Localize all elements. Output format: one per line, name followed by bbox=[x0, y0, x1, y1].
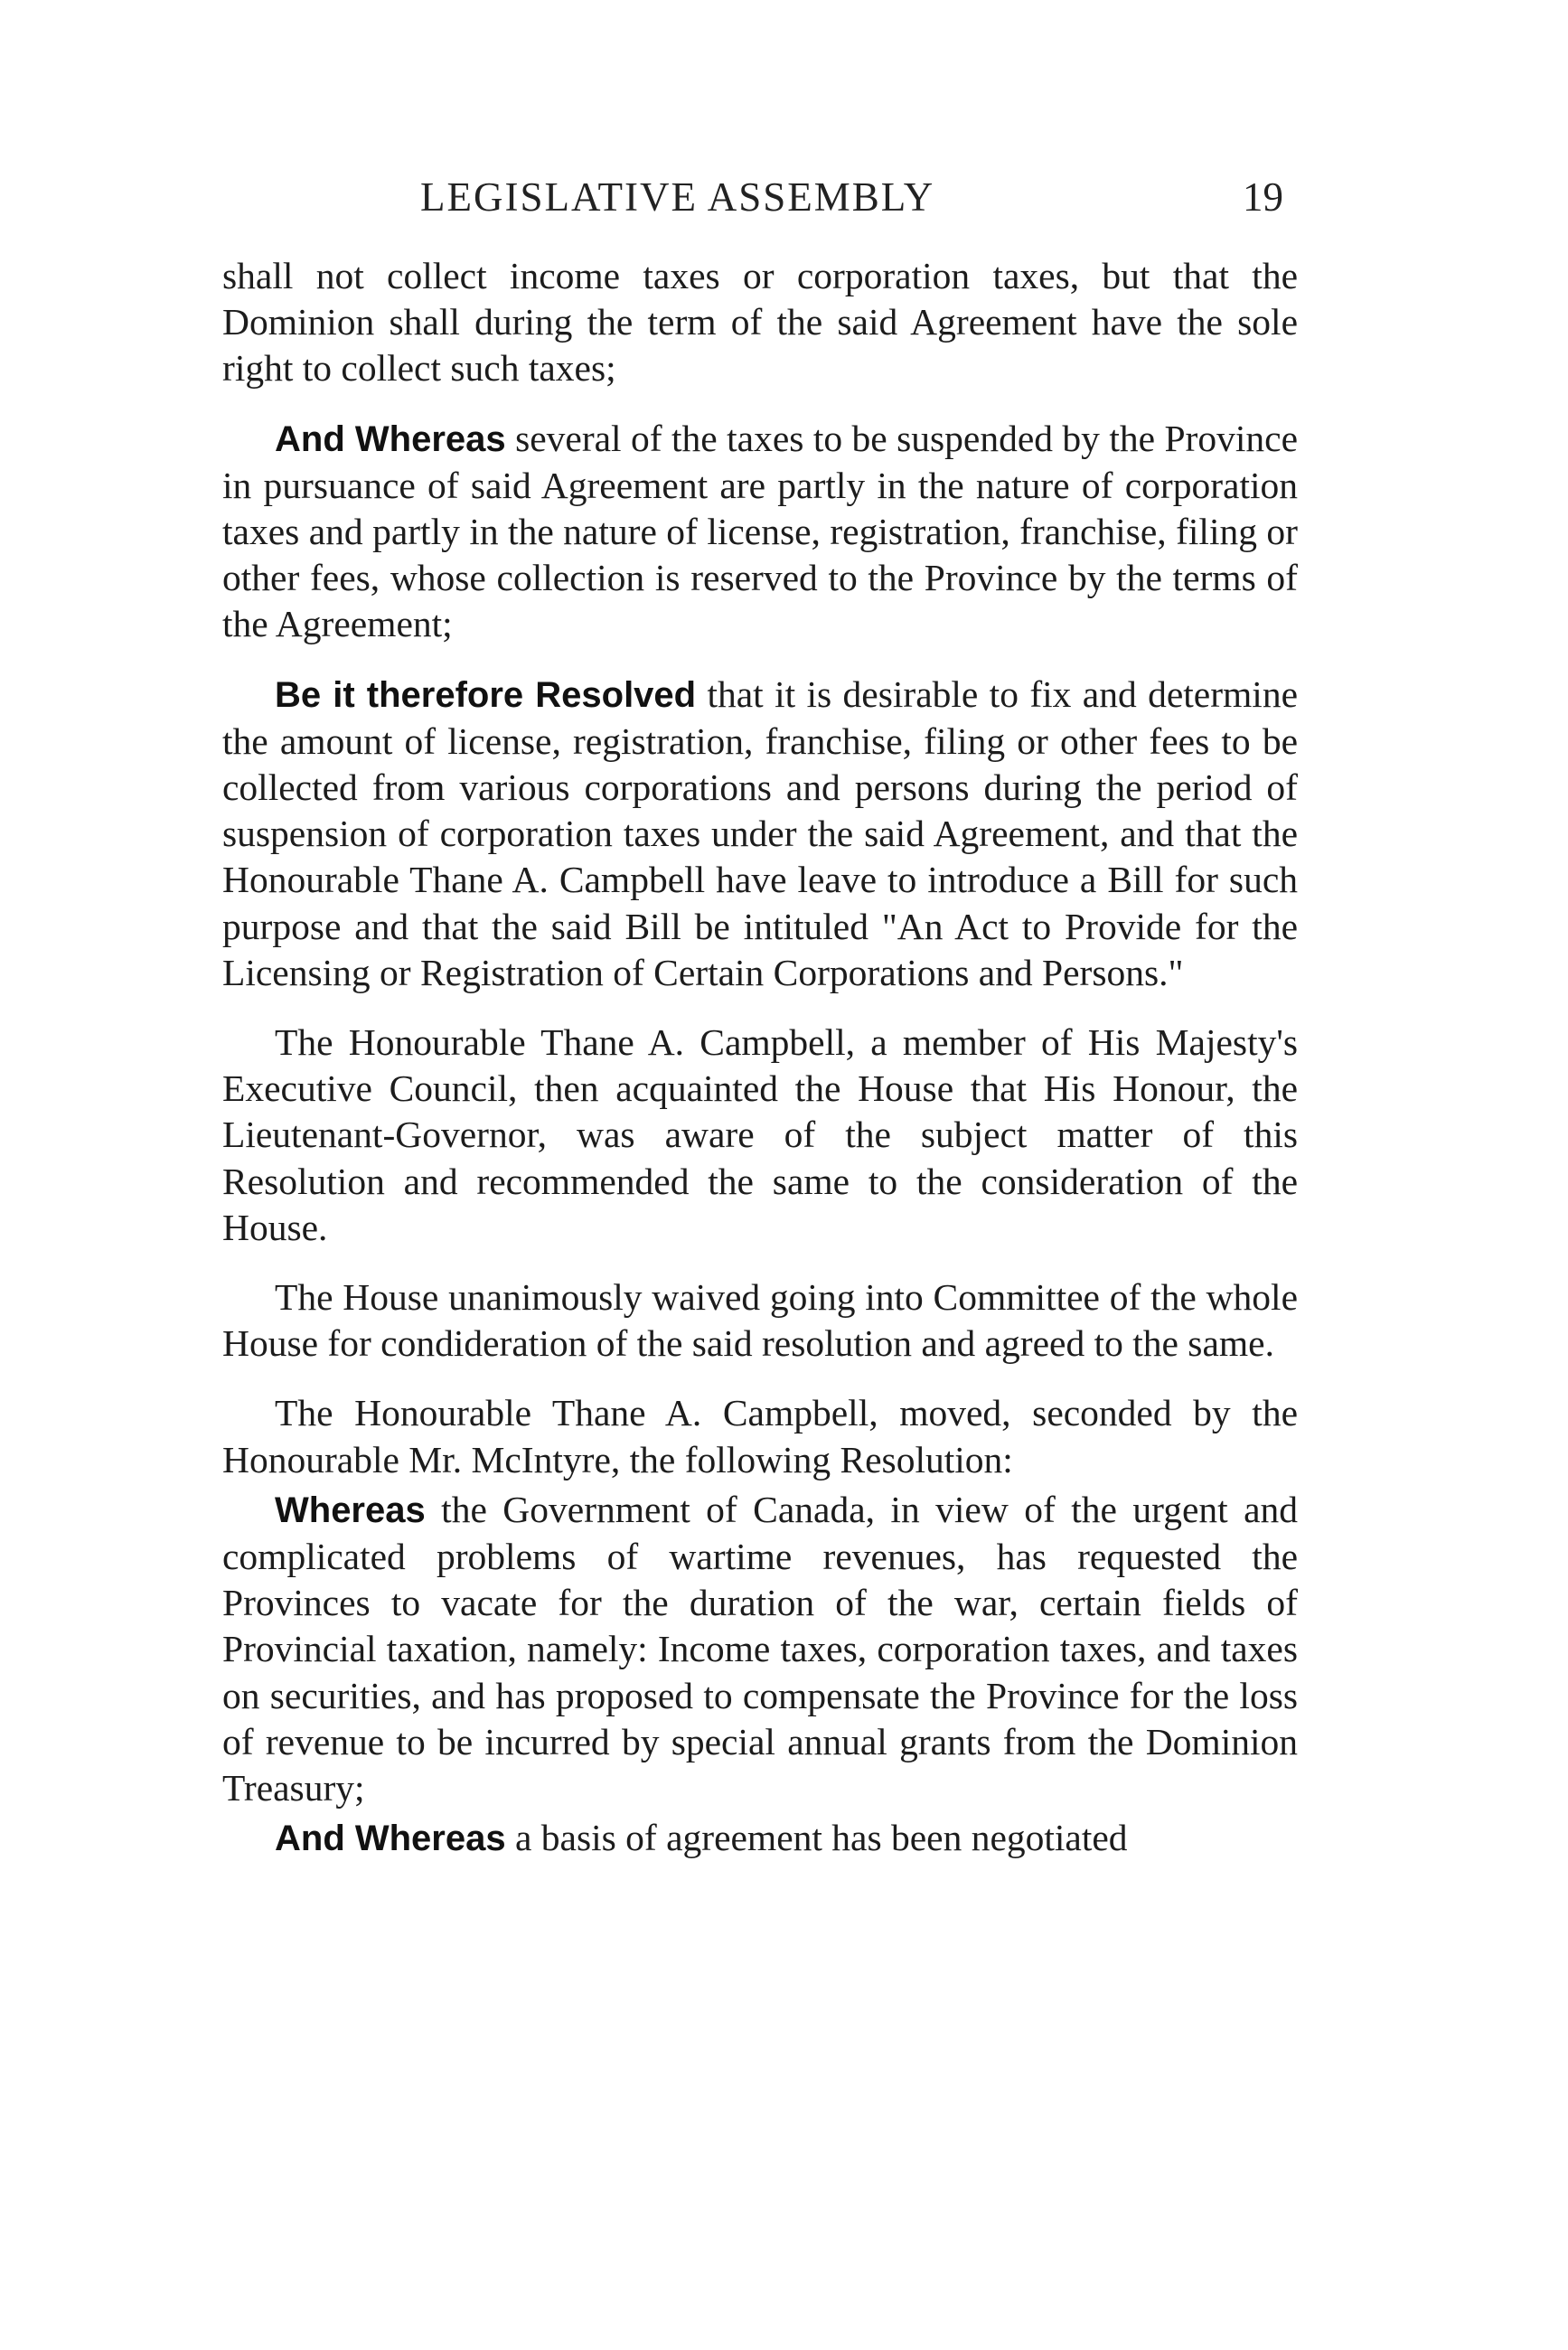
paragraph-text: The Honourable Thane A. Campbell, a member of His Majesty's Executive Council, then acquainted the House that His Honour, the Lieutenant-Governor, was aware of the subject matter of this Resolution and recommended the same to the consideration of the House. bbox=[222, 1021, 1298, 1248]
paragraph-text: that it is desirable to fix and determine the amount of license, registration, franchise, filing or other fees to be collected from various corporations and persons during the period of suspension of corporation taxes under the said Agreement, and that the Honourable Thane A. Campbell have leave to introduce a Bill for such purpose and that the said Bill be intituled "An Act to Provide for the Licensing or Registration of Certain Corporations and Persons." bbox=[222, 672, 1298, 993]
body-text bbox=[222, 253, 1298, 1863]
paragraph-text: The House unanimously waived going into Committee of the whole House for condideration of the said resolution and agreed to the same. bbox=[222, 1276, 1298, 1365]
paragraph-and-whereas-2 bbox=[222, 1815, 1298, 1862]
paragraph-lead: And Whereas bbox=[275, 1819, 506, 1859]
page-header bbox=[226, 174, 1301, 228]
paragraph-moved bbox=[222, 1390, 1298, 1482]
paragraph-lead: And Whereas bbox=[275, 418, 506, 459]
running-title: LEGISLATIVE ASSEMBLY bbox=[420, 174, 935, 220]
paragraph-text: several of the taxes to be suspended by the Province in pursuance of said Agreement are partly in the nature of corporation taxes and partly in the nature of license, registration, franchise, filing or other fees, whose collection is reserved to the Province by the terms of the Agreement; bbox=[222, 417, 1298, 645]
paragraph-whereas bbox=[222, 1487, 1298, 1811]
paragraph-and-whereas bbox=[222, 416, 1298, 648]
paragraph-lead: Whereas bbox=[275, 1490, 426, 1530]
paragraph-text: a basis of agreement has been negotiated bbox=[505, 1817, 1128, 1859]
paragraph-text: shall not collect income taxes or corporation taxes, but that the Dominion shall during the term of the said Agreement have the sole right to collect such taxes; bbox=[222, 255, 1298, 390]
paragraph-continuation bbox=[222, 253, 1298, 392]
paragraph-acquainted bbox=[222, 1020, 1298, 1251]
paragraph-text: The Honourable Thane A. Campbell, moved, seconded by the Honourable Mr. McIntyre, the following Resolution: bbox=[222, 1392, 1298, 1480]
page-number: 19 bbox=[1243, 174, 1283, 220]
paragraph-text: the Government of Canada, in view of the urgent and complicated problems of wartime revenues, has requested the Provinces to vacate for the duration of the war, certain fields of Provincial taxation, namely: Income taxes, corporation taxes, and taxes on securities, and has proposed to compensate the Province for the loss of revenue to be incurred by special annual grants from the Dominion Treasury; bbox=[222, 1488, 1298, 1810]
paragraph-lead: Be it therefore Resolved bbox=[275, 674, 697, 715]
paragraph-waived bbox=[222, 1274, 1298, 1367]
paragraph-resolved bbox=[222, 672, 1298, 996]
